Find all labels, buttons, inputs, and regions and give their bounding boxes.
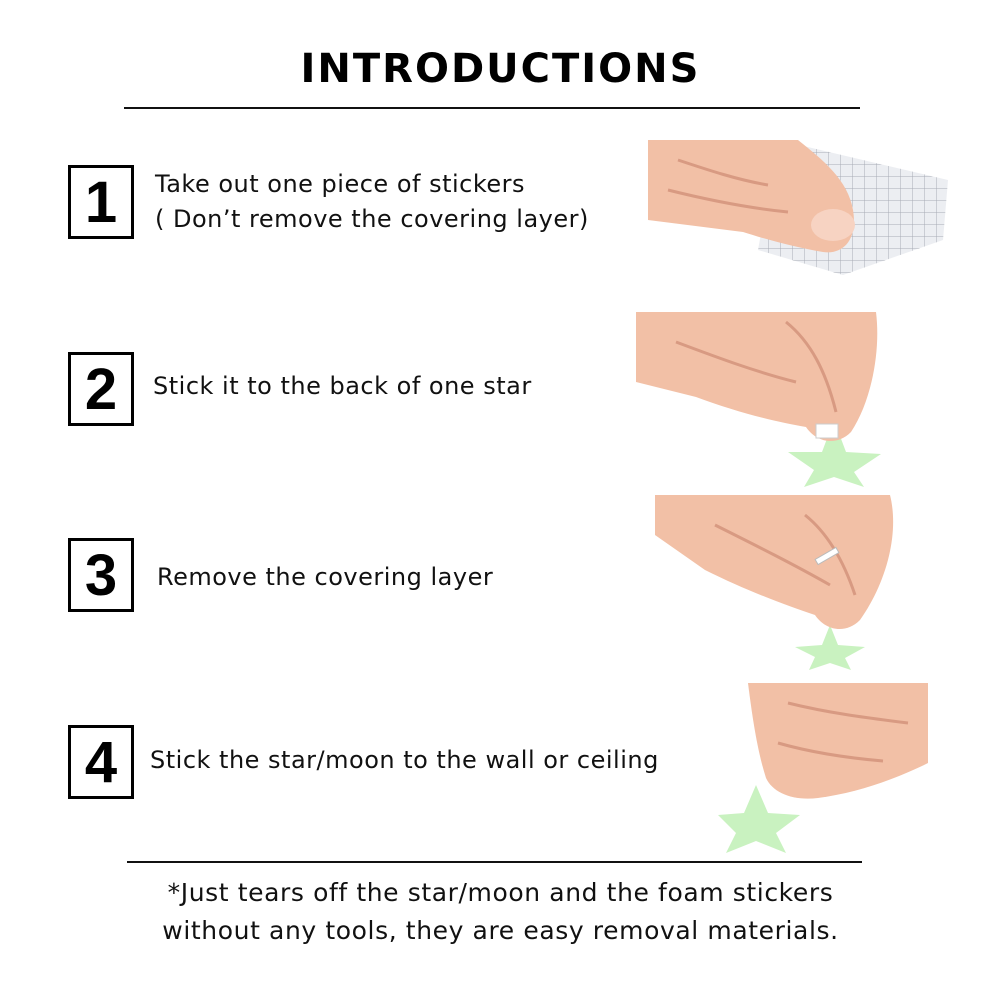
step-4-line-1: Stick the star/moon to the wall or ceiling (150, 746, 659, 774)
step-1-line-2: ( Don’t remove the covering layer) (155, 205, 589, 233)
step-3-number: 3 (68, 538, 134, 612)
hand-attaching-sticker-to-star-icon (636, 312, 891, 487)
step-4-number: 4 (68, 725, 134, 799)
hand-removing-cover-layer-icon (655, 495, 900, 670)
hand-sticking-star-icon (718, 683, 928, 853)
step-1-text (155, 167, 589, 237)
footnote (0, 874, 1001, 950)
step-2-number: 2 (68, 352, 134, 426)
step-2-text (153, 369, 532, 404)
step-2-line-1: Stick it to the back of one star (153, 372, 532, 400)
step-4-text (150, 743, 659, 778)
step-3-line-1: Remove the covering layer (157, 563, 494, 591)
step-1-number: 1 (68, 165, 134, 239)
hand-peeling-sticker-sheet-icon (648, 140, 948, 275)
page-title: INTRODUCTIONS (300, 46, 701, 92)
footnote-line-2: without any tools, they are easy removal materials. (162, 916, 839, 945)
footnote-line-1: *Just tears off the star/moon and the foam stickers (167, 878, 834, 907)
title-divider (124, 107, 860, 109)
step-3-text (157, 560, 493, 595)
step-1-line-1: Take out one piece of stickers (155, 170, 526, 198)
footnote-divider (127, 861, 862, 863)
